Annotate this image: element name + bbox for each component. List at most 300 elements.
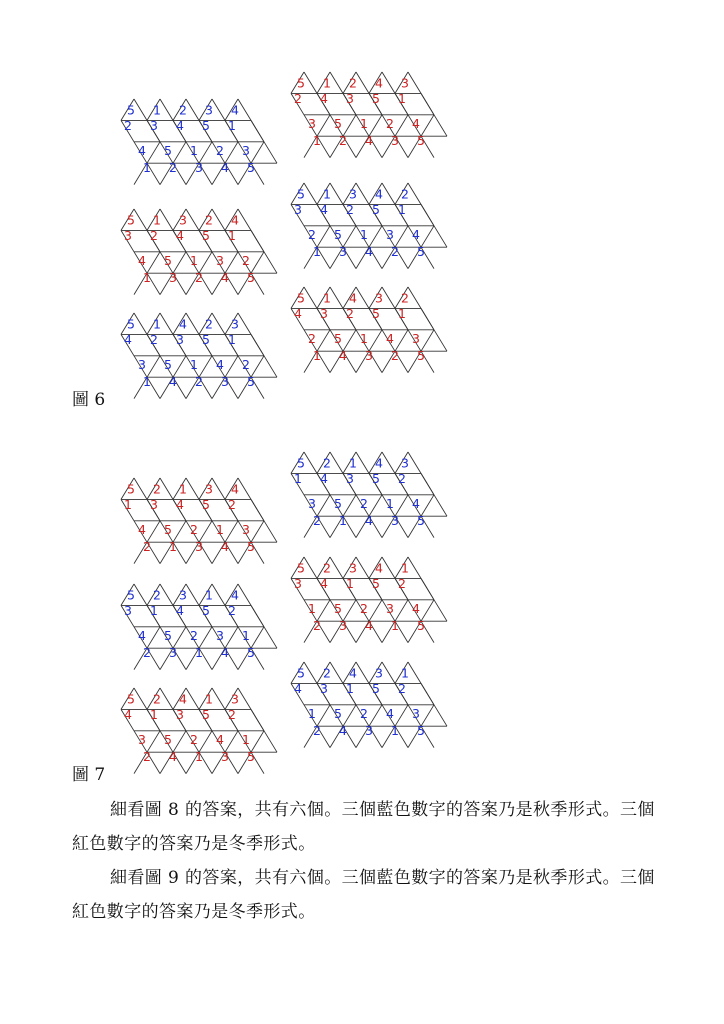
net-number: 2 <box>169 159 177 175</box>
net-number: 3 <box>386 227 394 243</box>
net-number: 5 <box>164 628 172 644</box>
net-edge <box>421 473 434 494</box>
figure7-net-6 <box>118 688 293 774</box>
net-number: 2 <box>143 748 151 764</box>
net-number: 2 <box>323 665 331 681</box>
net-number: 3 <box>150 497 158 513</box>
net-number: 4 <box>365 512 373 528</box>
net-number: 1 <box>190 357 198 373</box>
net-number: 4 <box>169 373 177 389</box>
net-edge <box>212 584 225 605</box>
net-number: 5 <box>334 706 342 722</box>
net-number: 1 <box>124 497 132 513</box>
net-number: 2 <box>143 538 151 554</box>
net-number: 2 <box>323 560 331 576</box>
net-edge <box>434 705 447 726</box>
net-number: 4 <box>320 91 328 107</box>
figure6-net-6 <box>118 313 293 399</box>
net-number: 2 <box>153 691 161 707</box>
net-number: 4 <box>176 497 184 513</box>
net-number: 1 <box>153 316 161 332</box>
net-edge <box>356 557 369 578</box>
net-edge <box>134 584 147 605</box>
net-number: 1 <box>346 576 354 592</box>
net-number: 1 <box>143 373 151 389</box>
net-edge <box>251 605 264 626</box>
net-number: 4 <box>412 116 420 132</box>
net-number: 4 <box>412 227 420 243</box>
net-number: 5 <box>202 603 210 619</box>
net-number: 3 <box>294 576 302 592</box>
net-edge <box>186 99 199 120</box>
net-edge <box>212 478 225 499</box>
net-number: 5 <box>297 290 305 306</box>
net-number: 3 <box>195 538 203 554</box>
net-number: 3 <box>339 243 347 259</box>
net-number: 1 <box>313 347 321 363</box>
net-number: 4 <box>221 538 229 554</box>
net-edge <box>212 209 225 230</box>
net-number: 4 <box>375 186 383 202</box>
net-number: 3 <box>412 706 420 722</box>
net-number: 5 <box>202 332 210 348</box>
net-edge <box>160 688 173 709</box>
net-number: 2 <box>360 496 368 512</box>
net-edge <box>434 600 447 621</box>
net-number: 4 <box>320 576 328 592</box>
net-edge <box>186 478 199 499</box>
net-number: 2 <box>313 722 321 738</box>
net-number: 1 <box>195 644 203 660</box>
net-number: 5 <box>297 186 305 202</box>
net-number: 1 <box>228 118 236 134</box>
net-number: 5 <box>247 269 255 285</box>
net-number: 4 <box>320 471 328 487</box>
net-number: 2 <box>179 102 187 118</box>
net-number: 3 <box>205 481 213 497</box>
net-number: 5 <box>372 306 380 322</box>
net-number: 5 <box>202 228 210 244</box>
net-edge <box>264 142 277 163</box>
net-number: 4 <box>365 617 373 633</box>
net-edge <box>421 93 434 114</box>
net-number: 2 <box>360 601 368 617</box>
net-edge <box>134 313 147 334</box>
net-number: 5 <box>372 471 380 487</box>
net-number: 5 <box>372 576 380 592</box>
net-number: 3 <box>179 212 187 228</box>
net-number: 1 <box>242 628 250 644</box>
net-number: 3 <box>320 306 328 322</box>
net-number: 3 <box>138 732 146 748</box>
net-number: 1 <box>216 522 224 538</box>
net-number: 3 <box>365 347 373 363</box>
net-number: 2 <box>153 587 161 603</box>
net-number: 3 <box>349 186 357 202</box>
net-number: 4 <box>294 306 302 322</box>
net-edge <box>251 120 264 141</box>
net-number: 5 <box>247 644 255 660</box>
net-number: 2 <box>323 455 331 471</box>
net-edge <box>238 99 251 120</box>
net-number: 1 <box>169 538 177 554</box>
net-number: 3 <box>124 228 132 244</box>
net-number: 3 <box>294 202 302 218</box>
net-number: 3 <box>401 455 409 471</box>
net-number: 2 <box>401 186 409 202</box>
net-number: 3 <box>221 748 229 764</box>
net-number: 3 <box>401 75 409 91</box>
net-edge <box>264 521 277 542</box>
net-edge <box>408 557 421 578</box>
figure6-label: 圖 6 <box>72 390 106 410</box>
net-edge <box>304 557 317 578</box>
net-edge <box>408 662 421 683</box>
net-edge <box>160 209 173 230</box>
net-number: 3 <box>349 560 357 576</box>
net-edge <box>408 452 421 473</box>
net-number: 5 <box>127 102 135 118</box>
net-number: 4 <box>386 331 394 347</box>
net-edge <box>238 313 251 334</box>
net-number: 4 <box>138 522 146 538</box>
net-number: 3 <box>231 691 239 707</box>
net-number: 3 <box>375 290 383 306</box>
net-number: 5 <box>297 560 305 576</box>
net-edge <box>382 183 395 204</box>
net-edge <box>434 115 447 136</box>
net-number: 4 <box>365 132 373 148</box>
net-edge <box>408 183 421 204</box>
net-edge <box>251 709 264 730</box>
net-number: 5 <box>417 512 425 528</box>
net-number: 2 <box>150 228 158 244</box>
net-number: 4 <box>386 706 394 722</box>
net-edge <box>160 584 173 605</box>
net-number: 5 <box>372 202 380 218</box>
net-edge <box>304 452 317 473</box>
net-edge <box>264 627 277 648</box>
net-number: 2 <box>398 471 406 487</box>
net-number: 5 <box>334 116 342 132</box>
net-number: 5 <box>202 118 210 134</box>
net-edge <box>330 557 343 578</box>
net-edge <box>421 308 434 329</box>
net-number: 1 <box>228 332 236 348</box>
net-number: 3 <box>179 587 187 603</box>
net-number: 1 <box>323 186 331 202</box>
net-edge <box>264 731 277 752</box>
net-number: 4 <box>231 102 239 118</box>
net-number: 1 <box>360 116 368 132</box>
net-number: 1 <box>398 202 406 218</box>
net-number: 1 <box>242 732 250 748</box>
net-edge <box>434 495 447 516</box>
figure6-net-5 <box>288 287 463 373</box>
net-number: 3 <box>221 373 229 389</box>
net-edge <box>186 209 199 230</box>
figure6-net-2 <box>118 99 293 185</box>
net-number: 4 <box>221 269 229 285</box>
net-edge <box>421 204 434 225</box>
net-number: 5 <box>202 707 210 723</box>
net-number: 2 <box>228 707 236 723</box>
net-number: 5 <box>247 748 255 764</box>
net-edge <box>382 287 395 308</box>
net-edge <box>382 557 395 578</box>
net-number: 1 <box>391 722 399 738</box>
net-number: 1 <box>398 91 406 107</box>
figure7-net-2 <box>118 478 293 564</box>
net-number: 2 <box>124 118 132 134</box>
paragraph-figure9: 細看圖 9 的答案，共有六個。三個藍色數字的答案乃是秋季形式。三個紅色數字的答案乃是冬季形式。 <box>72 868 655 922</box>
net-number: 1 <box>228 228 236 244</box>
net-number: 2 <box>228 603 236 619</box>
net-edge <box>408 287 421 308</box>
net-number: 1 <box>308 601 316 617</box>
net-number: 4 <box>221 644 229 660</box>
net-number: 1 <box>153 212 161 228</box>
net-number: 3 <box>339 617 347 633</box>
net-number: 1 <box>313 243 321 259</box>
net-edge <box>186 688 199 709</box>
net-edge <box>134 99 147 120</box>
net-number: 4 <box>375 560 383 576</box>
net-edge <box>134 478 147 499</box>
net-number: 5 <box>164 732 172 748</box>
net-number: 1 <box>195 748 203 764</box>
net-number: 5 <box>297 75 305 91</box>
net-edge <box>356 287 369 308</box>
net-number: 5 <box>372 91 380 107</box>
net-number: 4 <box>216 357 224 373</box>
net-edge <box>382 72 395 93</box>
net-number: 4 <box>375 455 383 471</box>
net-edge <box>160 478 173 499</box>
net-number: 3 <box>365 722 373 738</box>
net-number: 2 <box>242 253 250 269</box>
net-number: 4 <box>412 496 420 512</box>
net-number: 2 <box>242 357 250 373</box>
net-number: 5 <box>417 617 425 633</box>
net-edge <box>134 688 147 709</box>
net-number: 2 <box>195 269 203 285</box>
net-number: 2 <box>150 332 158 348</box>
net-number: 5 <box>372 681 380 697</box>
net-edge <box>304 183 317 204</box>
net-number: 4 <box>320 202 328 218</box>
net-number: 5 <box>164 522 172 538</box>
net-number: 3 <box>242 143 250 159</box>
net-number: 2 <box>349 75 357 91</box>
net-number: 5 <box>127 691 135 707</box>
net-edge <box>251 230 264 251</box>
net-number: 1 <box>386 496 394 512</box>
net-number: 3 <box>386 601 394 617</box>
net-number: 1 <box>205 587 213 603</box>
net-number: 5 <box>334 496 342 512</box>
net-number: 4 <box>138 253 146 269</box>
net-number: 4 <box>375 75 383 91</box>
net-number: 5 <box>417 347 425 363</box>
net-edge <box>434 330 447 351</box>
net-number: 5 <box>164 357 172 373</box>
net-edge <box>408 72 421 93</box>
net-number: 3 <box>124 603 132 619</box>
net-number: 1 <box>346 681 354 697</box>
net-edge <box>186 313 199 334</box>
net-number: 5 <box>127 212 135 228</box>
net-number: 2 <box>195 373 203 389</box>
net-number: 4 <box>365 243 373 259</box>
net-number: 1 <box>294 471 302 487</box>
net-number: 4 <box>169 748 177 764</box>
figure7-net-5 <box>288 662 463 748</box>
net-number: 2 <box>391 347 399 363</box>
net-number: 5 <box>417 243 425 259</box>
net-number: 2 <box>360 706 368 722</box>
net-number: 5 <box>417 132 425 148</box>
net-number: 3 <box>346 91 354 107</box>
net-number: 3 <box>242 522 250 538</box>
net-edge <box>421 578 434 599</box>
net-number: 3 <box>176 332 184 348</box>
net-number: 1 <box>190 253 198 269</box>
net-number: 2 <box>190 628 198 644</box>
net-edge <box>264 356 277 377</box>
figure6-net-3 <box>288 183 463 269</box>
net-edge <box>304 72 317 93</box>
net-number: 2 <box>143 644 151 660</box>
net-edge <box>330 452 343 473</box>
net-number: 3 <box>231 316 239 332</box>
figure7-label: 圖 7 <box>72 765 106 785</box>
net-number: 3 <box>138 357 146 373</box>
net-number: 3 <box>169 644 177 660</box>
net-edge <box>434 226 447 247</box>
net-number: 1 <box>323 290 331 306</box>
net-edge <box>264 252 277 273</box>
figure7-net-4 <box>118 584 293 670</box>
net-number: 3 <box>308 496 316 512</box>
net-number: 2 <box>313 512 321 528</box>
net-number: 2 <box>386 116 394 132</box>
net-number: 1 <box>150 707 158 723</box>
net-edge <box>238 584 251 605</box>
net-number: 5 <box>334 331 342 347</box>
net-number: 4 <box>138 143 146 159</box>
net-number: 2 <box>294 91 302 107</box>
net-edge <box>356 183 369 204</box>
net-number: 3 <box>391 132 399 148</box>
net-edge <box>330 287 343 308</box>
net-edge <box>238 209 251 230</box>
net-number: 1 <box>323 75 331 91</box>
net-number: 4 <box>349 290 357 306</box>
net-number: 2 <box>216 143 224 159</box>
figure6-net-1 <box>288 72 463 158</box>
net-number: 1 <box>339 512 347 528</box>
net-number: 4 <box>216 732 224 748</box>
net-number: 4 <box>412 601 420 617</box>
net-number: 2 <box>391 243 399 259</box>
net-number: 3 <box>195 159 203 175</box>
net-number: 2 <box>190 732 198 748</box>
net-number: 4 <box>124 332 132 348</box>
net-number: 3 <box>391 512 399 528</box>
net-number: 1 <box>143 269 151 285</box>
net-number: 5 <box>297 665 305 681</box>
net-number: 1 <box>391 617 399 633</box>
net-number: 3 <box>320 681 328 697</box>
net-edge <box>251 499 264 520</box>
net-number: 2 <box>190 522 198 538</box>
net-edge <box>304 287 317 308</box>
net-number: 5 <box>247 159 255 175</box>
net-number: 2 <box>346 306 354 322</box>
net-number: 4 <box>179 316 187 332</box>
net-number: 4 <box>221 159 229 175</box>
net-number: 2 <box>228 497 236 513</box>
net-edge <box>356 72 369 93</box>
net-edge <box>382 662 395 683</box>
figure7-net-3 <box>288 557 463 643</box>
net-number: 2 <box>308 331 316 347</box>
net-number: 2 <box>401 290 409 306</box>
net-number: 3 <box>375 665 383 681</box>
net-number: 4 <box>179 691 187 707</box>
net-number: 2 <box>398 576 406 592</box>
net-number: 5 <box>202 497 210 513</box>
net-number: 1 <box>190 143 198 159</box>
net-number: 3 <box>216 253 224 269</box>
net-number: 4 <box>231 587 239 603</box>
net-number: 2 <box>339 132 347 148</box>
net-number: 1 <box>401 665 409 681</box>
net-number: 4 <box>176 228 184 244</box>
net-number: 5 <box>164 253 172 269</box>
net-number: 4 <box>349 665 357 681</box>
paragraph-figure8: 細看圖 8 的答案，共有六個。三個藍色數字的答案乃是秋季形式。三個紅色數字的答案乃是冬季形式。 <box>72 800 655 854</box>
net-edge <box>212 99 225 120</box>
net-number: 5 <box>417 722 425 738</box>
net-number: 1 <box>360 331 368 347</box>
net-number: 5 <box>247 538 255 554</box>
net-number: 5 <box>334 227 342 243</box>
net-number: 5 <box>127 481 135 497</box>
net-number: 5 <box>247 373 255 389</box>
net-edge <box>304 662 317 683</box>
net-number: 4 <box>231 212 239 228</box>
figure7-net-1 <box>288 452 463 538</box>
net-number: 2 <box>398 681 406 697</box>
net-edge <box>382 452 395 473</box>
net-number: 1 <box>308 706 316 722</box>
net-edge <box>212 688 225 709</box>
net-edge <box>134 209 147 230</box>
net-edge <box>238 478 251 499</box>
net-number: 5 <box>164 143 172 159</box>
net-number: 3 <box>205 102 213 118</box>
net-edge <box>238 688 251 709</box>
net-number: 5 <box>127 587 135 603</box>
net-number: 2 <box>346 202 354 218</box>
net-number: 1 <box>349 455 357 471</box>
net-number: 2 <box>205 316 213 332</box>
net-number: 3 <box>308 116 316 132</box>
net-number: 1 <box>153 102 161 118</box>
net-edge <box>160 313 173 334</box>
